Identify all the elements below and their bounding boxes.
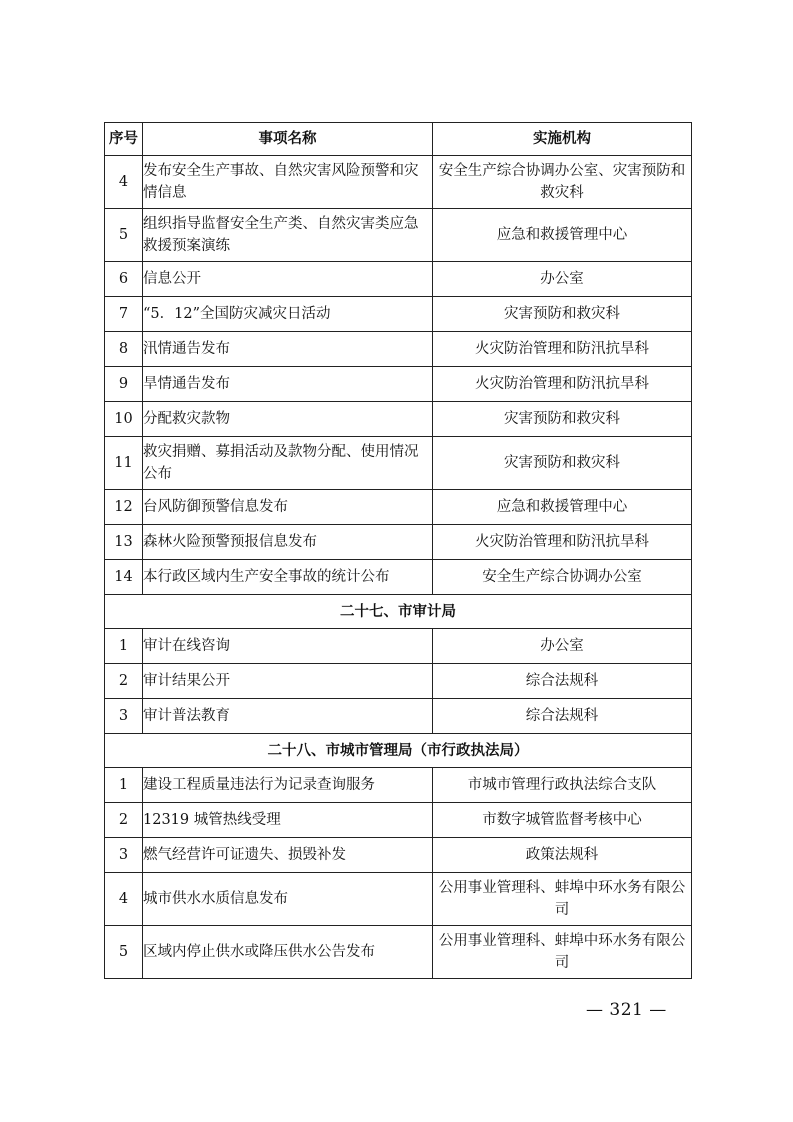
table-row xyxy=(105,367,692,402)
header-org: 实施机构 xyxy=(433,123,692,156)
table-row xyxy=(105,699,692,734)
table-row xyxy=(105,838,692,873)
cell-org: 灾害预防和救灾科 xyxy=(433,402,692,437)
cell-org: 综合法规科 xyxy=(433,699,692,734)
cell-org: 灾害预防和救灾科 xyxy=(433,297,692,332)
table-row xyxy=(105,525,692,560)
table-row xyxy=(105,156,692,209)
cell-no: 1 xyxy=(105,629,143,664)
cell-org: 安全生产综合协调办公室、灾害预防和救灾科 xyxy=(433,156,692,209)
page-number: — 321 — xyxy=(586,1000,667,1020)
cell-org: 市数字城管监督考核中心 xyxy=(433,803,692,838)
cell-org: 火灾防治管理和防汛抗旱科 xyxy=(433,367,692,402)
cell-no: 12 xyxy=(105,490,143,525)
section-row xyxy=(105,595,692,629)
cell-name: 汛情通告发布 xyxy=(143,332,433,367)
cell-org: 公用事业管理科、蚌埠中环水务有限公司 xyxy=(433,926,692,979)
service-items-table xyxy=(104,122,692,979)
cell-no: 4 xyxy=(105,873,143,926)
cell-name: 旱情通告发布 xyxy=(143,367,433,402)
cell-org: 办公室 xyxy=(433,629,692,664)
cell-org: 应急和救援管理中心 xyxy=(433,209,692,262)
cell-name: 分配救灾款物 xyxy=(143,402,433,437)
table-row xyxy=(105,873,692,926)
table-row xyxy=(105,402,692,437)
cell-name: 救灾捐赠、募捐活动及款物分配、使用情况公布 xyxy=(143,437,433,490)
cell-no: 4 xyxy=(105,156,143,209)
table-row xyxy=(105,629,692,664)
cell-name: 台风防御预警信息发布 xyxy=(143,490,433,525)
cell-org: 办公室 xyxy=(433,262,692,297)
table-row xyxy=(105,262,692,297)
cell-no: 2 xyxy=(105,664,143,699)
cell-org: 火灾防治管理和防汛抗旱科 xyxy=(433,525,692,560)
cell-no: 3 xyxy=(105,699,143,734)
table-row xyxy=(105,664,692,699)
table-row xyxy=(105,437,692,490)
header-no: 序号 xyxy=(105,123,143,156)
cell-no: 11 xyxy=(105,437,143,490)
cell-no: 1 xyxy=(105,768,143,803)
cell-org: 综合法规科 xyxy=(433,664,692,699)
cell-name: 森林火险预警预报信息发布 xyxy=(143,525,433,560)
cell-name: 区域内停止供水或降压供水公告发布 xyxy=(143,926,433,979)
cell-name: 燃气经营许可证遗失、损毁补发 xyxy=(143,838,433,873)
table-row xyxy=(105,560,692,595)
cell-org: 公用事业管理科、蚌埠中环水务有限公司 xyxy=(433,873,692,926)
cell-no: 14 xyxy=(105,560,143,595)
cell-no: 9 xyxy=(105,367,143,402)
table-row xyxy=(105,332,692,367)
cell-no: 10 xyxy=(105,402,143,437)
cell-org: 安全生产综合协调办公室 xyxy=(433,560,692,595)
cell-name: “5．12”全国防灾减灾日活动 xyxy=(143,297,433,332)
cell-name: 审计结果公开 xyxy=(143,664,433,699)
cell-no: 13 xyxy=(105,525,143,560)
table-row xyxy=(105,768,692,803)
cell-name: 信息公开 xyxy=(143,262,433,297)
cell-org: 政策法规科 xyxy=(433,838,692,873)
cell-no: 6 xyxy=(105,262,143,297)
section-title-city-management: 二十八、市城市管理局（市行政执法局） xyxy=(105,734,692,768)
cell-org: 火灾防治管理和防汛抗旱科 xyxy=(433,332,692,367)
table-row xyxy=(105,209,692,262)
cell-name: 建设工程质量违法行为记录查询服务 xyxy=(143,768,433,803)
cell-no: 2 xyxy=(105,803,143,838)
table-header-row xyxy=(105,123,692,156)
cell-name: 本行政区域内生产安全事故的统计公布 xyxy=(143,560,433,595)
section-title-audit: 二十七、市审计局 xyxy=(105,595,692,629)
cell-no: 3 xyxy=(105,838,143,873)
cell-no: 8 xyxy=(105,332,143,367)
table-row xyxy=(105,803,692,838)
cell-org: 市城市管理行政执法综合支队 xyxy=(433,768,692,803)
cell-name: 12319 城管热线受理 xyxy=(143,803,433,838)
table-row xyxy=(105,926,692,979)
cell-no: 5 xyxy=(105,209,143,262)
table-row xyxy=(105,490,692,525)
cell-org: 灾害预防和救灾科 xyxy=(433,437,692,490)
cell-name: 城市供水水质信息发布 xyxy=(143,873,433,926)
cell-org: 应急和救援管理中心 xyxy=(433,490,692,525)
cell-name: 发布安全生产事故、自然灾害风险预警和灾情信息 xyxy=(143,156,433,209)
table-row xyxy=(105,297,692,332)
cell-no: 5 xyxy=(105,926,143,979)
cell-name: 组织指导监督安全生产类、自然灾害类应急救援预案演练 xyxy=(143,209,433,262)
header-name: 事项名称 xyxy=(143,123,433,156)
cell-name: 审计在线咨询 xyxy=(143,629,433,664)
section-row xyxy=(105,734,692,768)
cell-no: 7 xyxy=(105,297,143,332)
cell-name: 审计普法教育 xyxy=(143,699,433,734)
